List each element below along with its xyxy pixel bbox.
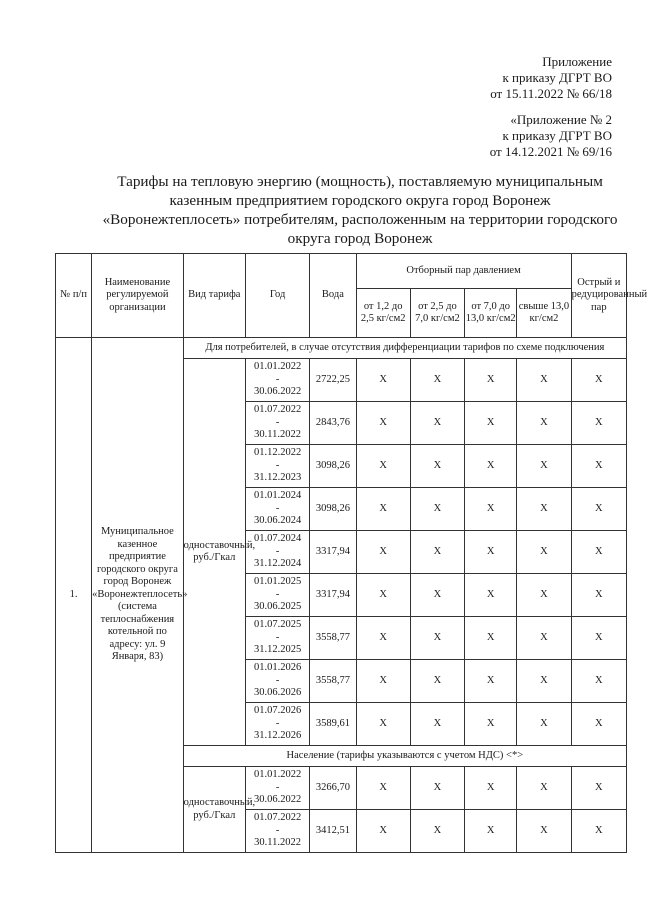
period-from: 01.12.2022 [253,447,302,459]
period-to: 31.12.2023 [253,472,302,484]
x-mark: X [517,767,571,810]
x-mark: X [356,810,410,853]
period-dash: - [275,588,280,600]
period-cell [245,703,309,746]
period-from: 01.01.2022 [253,361,302,373]
appendix-2-line-3: от 14.12.2021 № 69/16 [489,144,612,159]
x-mark: X [410,574,464,617]
water-tariff-value: 2843,76 [310,402,356,445]
title-line-1: Тарифы на тепловую энергию (мощность), поставляемую муниципальным [117,173,603,190]
x-mark: X [465,660,517,703]
appendix-line-1: Приложение [542,54,612,69]
x-mark: X [356,359,410,402]
x-mark: X [465,531,517,574]
appendix-line-3: от 15.11.2022 № 66/18 [490,86,612,101]
x-mark: X [517,402,571,445]
water-tariff-value: 3317,94 [310,574,356,617]
header-sharp-steam: Острый и редуцированный пар [571,254,626,338]
period-to: 31.12.2026 [253,730,302,742]
x-mark: X [356,574,410,617]
header-steam-2: от 2,5 до 7,0 кг/см2 [410,289,464,338]
period-dash: - [275,545,280,557]
section-consumers: Для потребителей, в случае отсутствия дифференциации тарифов по схеме подключения [183,338,626,359]
period-to: 30.06.2022 [253,386,302,398]
x-mark: X [571,531,626,574]
x-mark: X [410,531,464,574]
header-org: Наименование регулируемой организации [92,254,183,338]
period-cell [245,660,309,703]
period-cell [245,767,309,810]
period-from: 01.01.2026 [253,662,302,674]
x-mark: X [465,488,517,531]
x-mark: X [517,703,571,746]
appendix-line-2: к приказу ДГРТ ВО [502,70,612,85]
x-mark: X [356,488,410,531]
x-mark: X [465,703,517,746]
x-mark: X [356,402,410,445]
appendix-2-line-2: к приказу ДГРТ ВО [502,128,612,143]
x-mark: X [571,767,626,810]
title-line-4: округа город Воронеж [287,230,433,247]
x-mark: X [465,402,517,445]
water-tariff-value: 3317,94 [310,531,356,574]
x-mark: X [571,703,626,746]
water-tariff-value: 3589,61 [310,703,356,746]
period-dash: - [275,416,280,428]
period-dash: - [275,631,280,643]
water-tariff-value: 2722,25 [310,359,356,402]
x-mark: X [571,402,626,445]
appendix-2-header [490,112,612,160]
period-to: 31.12.2025 [253,644,302,656]
x-mark: X [410,488,464,531]
period-dash: - [275,717,280,729]
x-mark: X [571,660,626,703]
period-cell [245,810,309,853]
water-tariff-value: 3558,77 [310,660,356,703]
organization-name: Муниципальное казенное предприятие городского округа город Воронеж «Воронежтеплосеть» (система теплоснабжения котельной по адресу: ул. 9 Января, 83) [92,338,183,853]
x-mark: X [356,531,410,574]
period-cell [245,488,309,531]
x-mark: X [356,445,410,488]
x-mark: X [465,445,517,488]
period-dash: - [275,373,280,385]
water-tariff-value: 3098,26 [310,488,356,531]
period-cell [245,531,309,574]
section-population: Население (тарифы указываются с учетом НДС) <*> [183,746,626,767]
period-to: 30.11.2022 [254,837,302,849]
document-title [80,172,640,248]
x-mark: X [571,810,626,853]
title-line-3: «Воронежтеплосеть» потребителям, расположенным на территории городского [102,211,618,228]
period-cell [245,574,309,617]
period-from: 01.01.2022 [253,769,302,781]
x-mark: X [517,810,571,853]
period-to: 30.06.2024 [253,515,302,527]
x-mark: X [356,767,410,810]
header-steam: Отборный пар давлением [356,254,571,289]
header-steam-4: свыше 13,0 кг/см2 [517,289,571,338]
period-to: 31.12.2024 [253,558,302,570]
water-tariff-value: 3098,26 [310,445,356,488]
period-to: 30.06.2022 [253,794,302,806]
x-mark: X [517,660,571,703]
x-mark: X [517,617,571,660]
period-from: 01.07.2024 [253,533,302,545]
x-mark: X [517,531,571,574]
period-from: 01.01.2025 [253,576,302,588]
period-from: 01.07.2022 [253,404,302,416]
period-to: 30.06.2026 [253,687,302,699]
period-dash: - [275,459,280,471]
x-mark: X [410,660,464,703]
x-mark: X [465,810,517,853]
x-mark: X [571,574,626,617]
header-steam-3: от 7,0 до 13,0 кг/см2 [465,289,517,338]
header-num: № п/п [56,254,92,338]
x-mark: X [517,488,571,531]
header-year: Год [245,254,309,338]
period-to: 30.06.2025 [253,601,302,613]
period-dash: - [275,824,280,836]
period-cell [245,617,309,660]
header-tariff-type: Вид тарифа [183,254,245,338]
tariff-type-population: одноставочный, руб./Гкал [183,767,245,853]
header-steam-1: от 1,2 до 2,5 кг/см2 [356,289,410,338]
x-mark: X [410,402,464,445]
appendix-2-line-1: «Приложение № 2 [510,112,612,127]
x-mark: X [465,617,517,660]
period-cell [245,402,309,445]
x-mark: X [571,445,626,488]
period-dash: - [275,502,280,514]
header-water: Вода [310,254,356,338]
water-tariff-value: 3266,70 [310,767,356,810]
x-mark: X [571,488,626,531]
x-mark: X [517,574,571,617]
water-tariff-value: 3412,51 [310,810,356,853]
x-mark: X [571,617,626,660]
title-line-2: казенным предприятием городского округа город Воронеж [169,192,551,209]
x-mark: X [410,445,464,488]
x-mark: X [410,810,464,853]
period-to: 30.11.2022 [254,429,302,441]
tariff-table [55,253,647,853]
period-from: 01.07.2026 [253,705,302,717]
period-dash: - [275,781,280,793]
period-cell [245,359,309,402]
x-mark: X [517,359,571,402]
period-cell [245,445,309,488]
period-from: 01.07.2022 [253,812,302,824]
x-mark: X [571,359,626,402]
x-mark: X [356,617,410,660]
x-mark: X [410,617,464,660]
row-number: 1. [56,338,92,853]
x-mark: X [517,445,571,488]
tariff-type-consumers: одноставочный, руб./Гкал [183,359,245,746]
x-mark: X [410,359,464,402]
water-tariff-value: 3558,77 [310,617,356,660]
x-mark: X [465,574,517,617]
x-mark: X [410,703,464,746]
period-dash: - [275,674,280,686]
period-from: 01.07.2025 [253,619,302,631]
appendix-header [490,54,612,102]
x-mark: X [356,703,410,746]
x-mark: X [465,767,517,810]
period-from: 01.01.2024 [253,490,302,502]
x-mark: X [465,359,517,402]
x-mark: X [356,660,410,703]
x-mark: X [410,767,464,810]
